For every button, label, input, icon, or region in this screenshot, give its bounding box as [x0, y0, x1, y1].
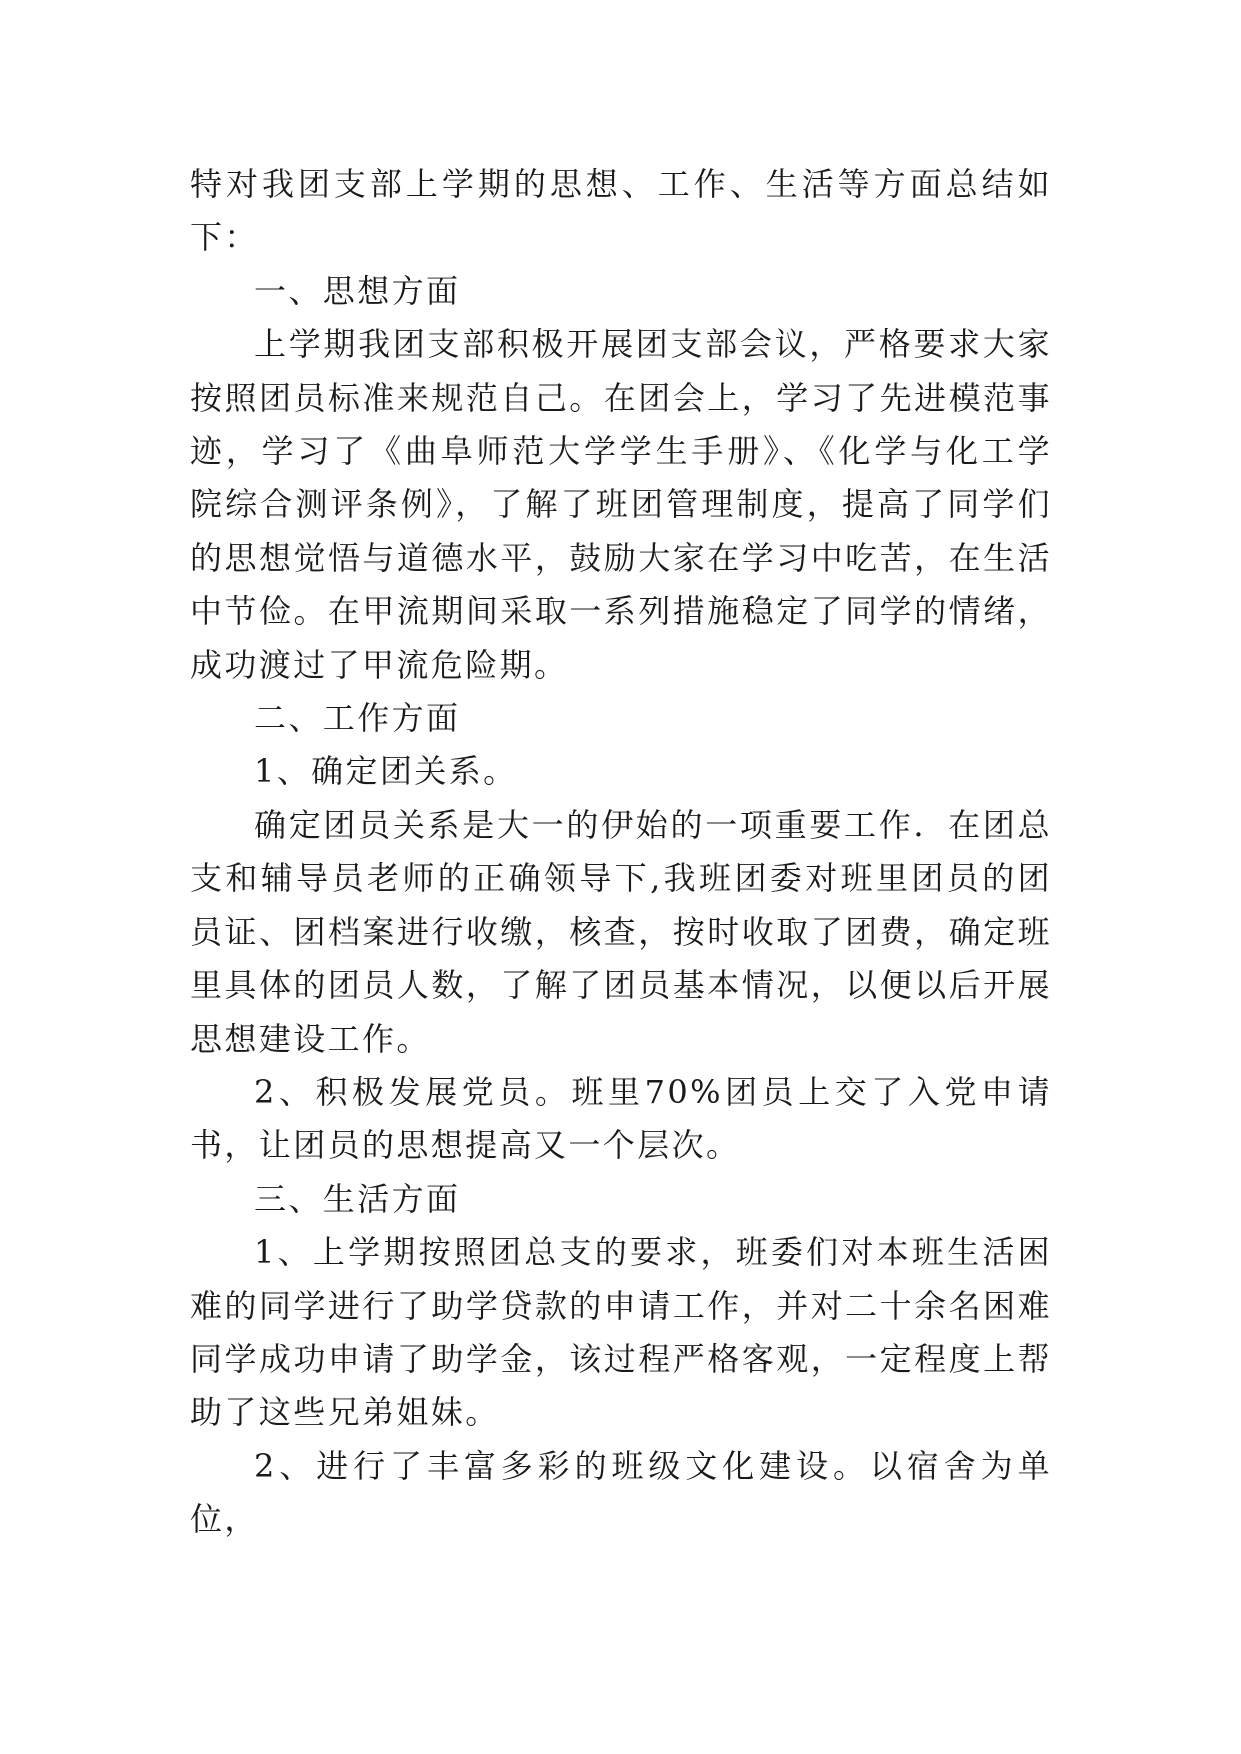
paragraph-life-1: 1、上学期按照团总支的要求，班委们对本班生活困难的同学进行了助学贷款的申请工作，并对二十余名困难同学成功申请了助学金，该过程严格客观，一定程度上帮助了这些兄弟姐妹。	[190, 1233, 1052, 1432]
subheading-work-1: 1、确定团关系。	[254, 752, 518, 791]
heading-work: 二、工作方面	[254, 699, 461, 738]
paragraph-intro: 特对我团支部上学期的思想、工作、生活等方面总结如下：	[190, 165, 1052, 257]
paragraph-work-1: 确定团员关系是大一的伊始的一项重要工作．在团总支和辅导员老师的正确领导下,我班团委对班里团员的团员证、团档案进行收缴，核查，按时收取了团费，确定班里具体的团员人数，了解了团员基本情况，以便以后开展思想建设工作。	[190, 805, 1052, 1058]
paragraph-work-2: 2、积极发展党员。班里70%团员上交了入党申请书，让团员的思想提高又一个层次。	[190, 1072, 1052, 1165]
heading-life: 三、生活方面	[254, 1179, 461, 1218]
document-body	[190, 158, 1052, 1547]
heading-thought: 一、思想方面	[254, 271, 461, 310]
paragraph-life-2: 2、进行了丰富多彩的班级文化建设。以宿舍为单位，	[190, 1446, 1052, 1539]
paragraph-thought: 上学期我团支部积极开展团支部会议，严格要求大家按照团员标准来规范自己。在团会上，学习了先进模范事迹，学习了《曲阜师范大学学生手册》、《化学与化工学院综合测评条例》，了解了班团管理制度，提高了同学们的思想觉悟与道德水平，鼓励大家在学习中吃苦，在生活中节俭。在甲流期间采取一系列措施稳定了同学的情绪，成功渡过了甲流危险期。	[190, 325, 1052, 684]
